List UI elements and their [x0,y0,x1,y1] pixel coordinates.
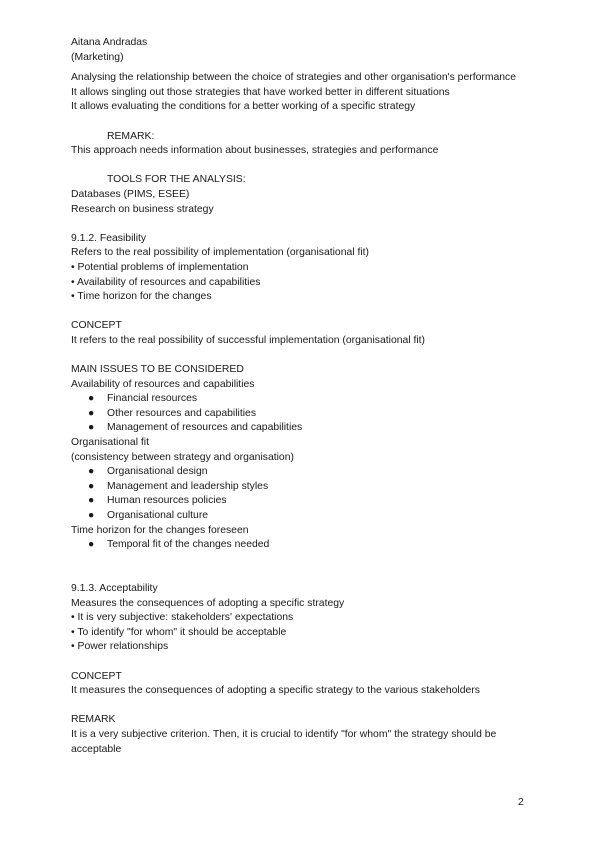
spacer [71,567,541,582]
spacer [71,699,541,714]
acceptability-line: • Power relationships [71,641,169,653]
list-item: ● Other resources and capabilities [71,407,541,422]
availability-list [71,392,541,436]
author-name: Aitana Andradas [71,37,148,48]
bullet-icon: ● [88,422,95,434]
spacer [71,305,541,320]
remark-heading: REMARK [71,714,116,726]
concept-heading: CONCEPT [71,670,122,682]
fit-list [71,465,541,523]
time-label: Time horizon for the changes foreseen [71,524,249,536]
section-heading-feasibility: 9.1.2. Feasibility [71,232,147,244]
issues-heading: MAIN ISSUES TO BE CONSIDERED [71,364,244,376]
feasibility-line: • Time horizon for the changes [71,291,212,303]
bullet-icon: ● [88,495,95,507]
availability-label: Availability of resources and capabilities [71,378,255,390]
list-item: ● Organisational culture [71,509,541,524]
fit-label: Organisational fit [71,437,149,449]
concept-text: It measures the consequences of adopting a specific strategy to the various stakeholders [71,685,480,697]
feasibility-line: • Potential problems of implementation [71,261,249,273]
list-item: ● Management of resources and capabilities [71,421,541,436]
remark-heading: REMARK: [107,130,155,142]
acceptability-line: • To identify "for whom" it should be acceptable [71,626,287,638]
tools-item: Research on business strategy [71,203,214,215]
time-list [71,538,541,553]
spacer [71,217,541,232]
spacer [71,115,541,130]
intro-line: It allows singling out those strategies that have worked better in different situations [71,86,450,98]
section-heading-acceptability: 9.1.3. Acceptability [71,582,158,594]
concept-text: It refers to the real possibility of successful implementation (organisational fit) [71,334,426,346]
bullet-icon: ● [88,539,95,551]
spacer [71,655,541,670]
bullet-icon: ● [88,393,95,405]
list-item: ● Organisational design [71,465,541,480]
remark-text: This approach needs information about businesses, strategies and performance [71,145,439,157]
bullet-icon: ● [88,466,95,478]
intro-line: Analysing the relationship between the choice of strategies and other organisation's performance [71,72,517,84]
acceptability-line: • It is very subjective: stakeholders' expectations [71,612,294,624]
concept-heading: CONCEPT [71,320,122,332]
bullet-icon: ● [88,510,95,521]
document-page [71,36,541,757]
bullet-icon: ● [88,480,95,492]
spacer [71,348,541,363]
list-item: ● Human resources policies [71,494,541,509]
fit-sub: (consistency between strategy and organisation) [71,451,294,463]
page-number: 2 [518,797,524,808]
acceptability-line: Measures the consequences of adopting a specific strategy [71,597,345,609]
list-item: ● Financial resources [71,392,541,407]
department: (Marketing) [71,51,124,63]
spacer [71,159,541,174]
spacer [71,553,541,568]
feasibility-line: Refers to the real possibility of implementation (organisational fit) [71,247,370,259]
tools-item: Databases (PIMS, ESEE) [71,188,190,200]
bullet-icon: ● [88,407,95,419]
feasibility-line: • Availability of resources and capabilities [71,276,261,288]
list-item: ● Management and leadership styles [71,480,541,495]
intro-line: It allows evaluating the conditions for a better working of a specific strategy [71,101,416,113]
remark-text: It is a very subjective criterion. Then, it is crucial to identify "for whom" the strategy should be acceptable [71,728,497,755]
list-item: ● Temporal fit of the changes needed [71,538,541,553]
tools-heading: TOOLS FOR THE ANALYSIS: [107,174,246,186]
